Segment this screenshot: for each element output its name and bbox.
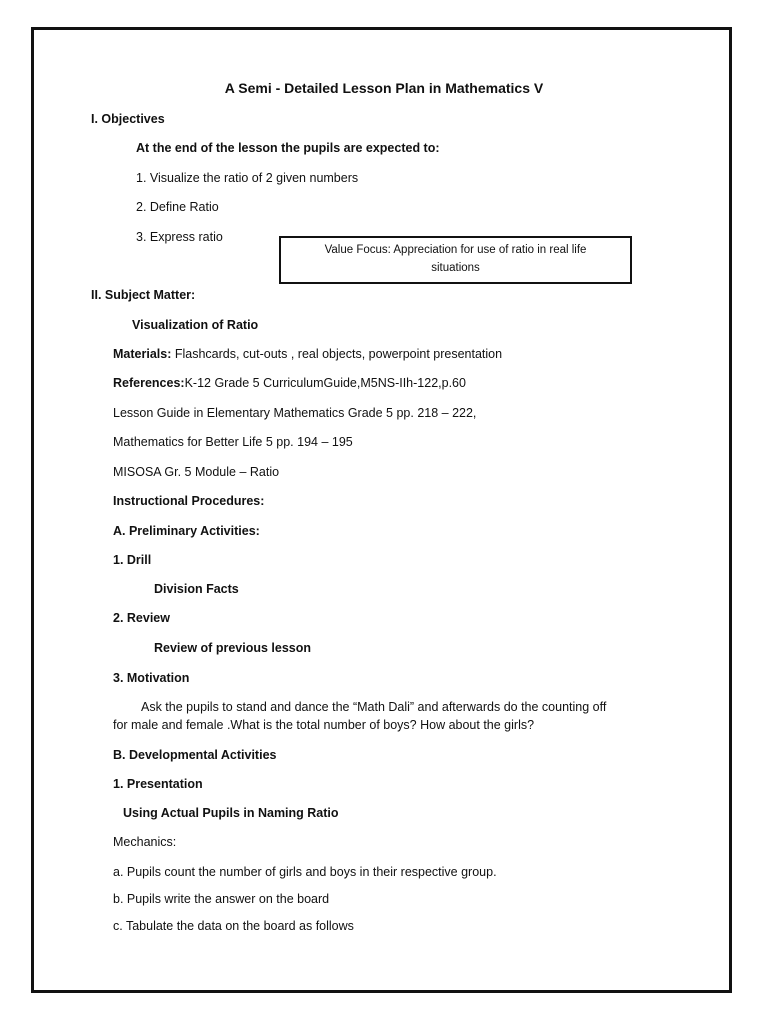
preliminary-heading: A. Preliminary Activities: (113, 524, 260, 538)
document-title: A Semi - Detailed Lesson Plan in Mathematics V (224, 80, 544, 96)
references-value: K-12 Grade 5 CurriculumGuide,M5NS-IIh-122,p.60 (184, 376, 466, 390)
motivation-text-2: for male and female .What is the total number of boys? How about the girls? (113, 718, 535, 732)
reference-3: Mathematics for Better Life 5 pp. 194 – 195 (113, 435, 353, 449)
developmental-heading: B. Developmental Activities (113, 748, 277, 762)
subject-matter-heading: II. Subject Matter: (91, 288, 196, 302)
presentation-topic: Using Actual Pupils in Naming Ratio (123, 806, 339, 820)
motivation-heading: 3. Motivation (113, 671, 190, 685)
objective-item-2: 2. Define Ratio (136, 200, 219, 214)
objectives-intro: At the end of the lesson the pupils are expected to: (136, 141, 440, 155)
motivation-text-1: Ask the pupils to stand and dance the “Math Dali” and afterwards do the counting off (141, 700, 607, 714)
mechanics-step-c: c. Tabulate the data on the board as follows (113, 919, 354, 933)
mechanics-label: Mechanics: (113, 835, 177, 849)
references-label: References: (113, 376, 185, 390)
mechanics-step-a: a. Pupils count the number of girls and boys in their respective group. (113, 865, 497, 879)
materials-line (113, 346, 502, 362)
reference-2: Lesson Guide in Elementary Mathematics Grade 5 pp. 218 – 222, (113, 406, 477, 420)
subject-topic: Visualization of Ratio (132, 318, 259, 332)
review-heading: 2. Review (113, 611, 170, 625)
mechanics-step-b: b. Pupils write the answer on the board (113, 892, 330, 906)
materials-value: Flashcards, cut-outs , real objects, powerpoint presentation (171, 347, 503, 361)
objective-item-1: 1. Visualize the ratio of 2 given numbers (136, 171, 359, 185)
value-focus-box (279, 236, 632, 284)
value-focus-line-1: Value Focus: Appreciation for use of ratio in real life (324, 244, 587, 256)
objective-item-3: 3. Express ratio (136, 230, 223, 244)
presentation-heading: 1. Presentation (113, 777, 203, 791)
procedures-heading: Instructional Procedures: (113, 494, 265, 508)
review-topic: Review of previous lesson (154, 641, 311, 655)
drill-heading: 1. Drill (113, 553, 152, 567)
references-line (113, 375, 466, 391)
objectives-heading: I. Objectives (91, 112, 165, 126)
materials-label: Materials: (113, 347, 172, 361)
drill-topic: Division Facts (154, 582, 239, 596)
value-focus-line-2: situations (431, 262, 480, 274)
reference-4: MISOSA Gr. 5 Module – Ratio (113, 465, 280, 479)
